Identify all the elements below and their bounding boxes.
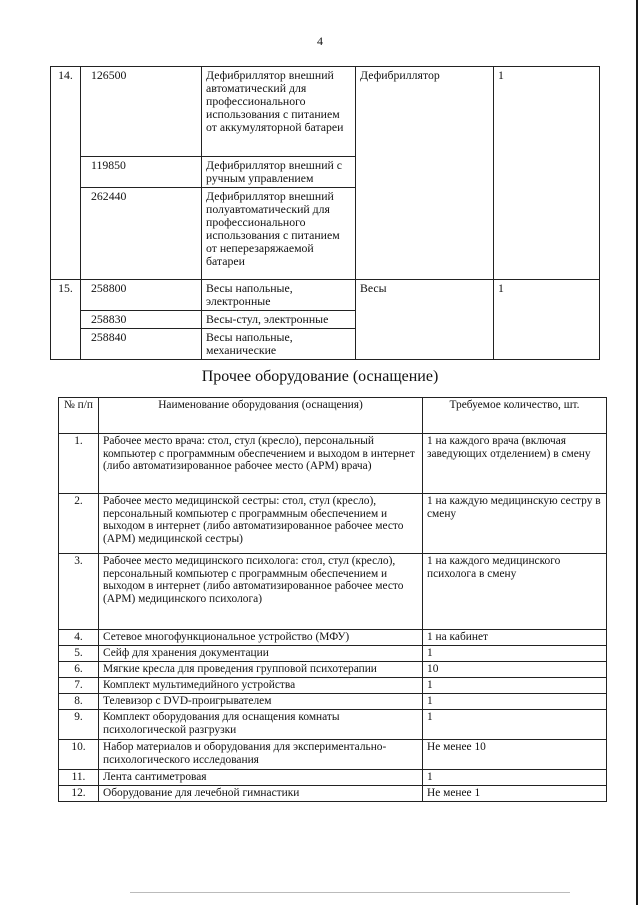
row-number: 15. [51,280,81,360]
equipment-qty: 1 на каждую медицинскую сестру в смену [423,494,607,554]
equipment-name: Мягкие кресла для проведения групповой психотерапии [99,662,423,678]
equipment-qty: 1 [423,694,607,710]
page-number: 4 [317,34,323,48]
row-number: 9. [59,710,99,740]
table-row [59,694,607,710]
equipment-qty: 1 на каждого медицинского психолога в смену [423,554,607,630]
table-row [59,710,607,740]
equipment-qty: 1 [423,646,607,662]
equipment-qty: 1 [423,678,607,694]
device-code: 258800 [81,280,202,311]
row-number: 11. [59,770,99,786]
equipment-name: Оборудование для лечебной гимнастики [99,786,423,802]
device-code: 262440 [81,188,202,280]
row-number: 1. [59,434,99,494]
header-name: Наименование оборудования (оснащения) [99,398,423,434]
row-number: 5. [59,646,99,662]
section-title: Прочее оборудование (оснащение) [201,368,439,385]
device-name: Весы напольные, электронные [202,280,356,311]
row-number: 6. [59,662,99,678]
equipment-name: Лента сантиметровая [99,770,423,786]
row-number: 7. [59,678,99,694]
row-number: 10. [59,740,99,770]
equipment-qty: Не менее 10 [423,740,607,770]
equipment-name: Рабочее место медицинской сестры: стол, стул (кресло), персональный компьютер с программным обеспечением и выходом в интернет (либо автоматизированное рабочее место (АРМ) медицинской сестры) [99,494,423,554]
row-number: 14. [51,67,81,280]
table-row [59,662,607,678]
table-row [59,646,607,662]
device-name: Дефибриллятор внешний с ручным управлением [202,157,356,188]
row-number: 3. [59,554,99,630]
table-row [59,554,607,630]
equipment-qty: Не менее 1 [423,786,607,802]
equipment-name: Рабочее место врача: стол, стул (кресло), персональный компьютер с программным обеспечением и выходом в интернет (либо автоматизированное рабочее место (АРМ) врача) [99,434,423,494]
device-code: 119850 [81,157,202,188]
device-name: Весы-стул, электронные [202,311,356,329]
device-name: Весы напольные, механические [202,329,356,360]
equipment-name: Сетевое многофункциональное устройство (МФУ) [99,630,423,646]
scan-edge-line [130,892,570,893]
equipment-name: Рабочее место медицинского психолога: стол, стул (кресло), персональный компьютер с программным обеспечением и выходом в интернет (либо автоматизированное рабочее место (АРМ) медицинского психолога) [99,554,423,630]
device-qty: 1 [494,280,600,360]
equipment-name: Комплект оборудования для оснащения комнаты психологической разгрузки [99,710,423,740]
table-row [59,770,607,786]
table-row [51,67,600,157]
header-qty: Требуемое количество, шт. [423,398,607,434]
equipment-name: Набор материалов и оборудования для экспериментально-психологического исследования [99,740,423,770]
device-type: Дефибриллятор [356,67,494,280]
device-code: 126500 [81,67,202,157]
device-code: 258840 [81,329,202,360]
page-edge-line [636,0,638,905]
table-header-row [59,398,607,434]
equipment-qty: 1 на каждого врача (включая заведующих отделением) в смену [423,434,607,494]
header-num: № п/п [59,398,99,434]
equipment-qty: 1 на кабинет [423,630,607,646]
device-name: Дефибриллятор внешний автоматический для профессионального использования с питанием от аккумуляторной батареи [202,67,356,157]
equipment-qty: 1 [423,770,607,786]
other-equipment-table [58,397,607,802]
equipment-name: Сейф для хранения документации [99,646,423,662]
equipment-name: Комплект мультимедийного устройства [99,678,423,694]
device-type: Весы [356,280,494,360]
device-name: Дефибриллятор внешний полуавтоматический для профессионального использования с питанием от неперезаряжаемой батареи [202,188,356,280]
equipment-qty: 1 [423,710,607,740]
medical-devices-table [50,66,600,360]
device-code: 258830 [81,311,202,329]
row-number: 12. [59,786,99,802]
table-row [59,786,607,802]
table-row [59,494,607,554]
table-row [59,630,607,646]
table-row [59,740,607,770]
table-row [59,678,607,694]
device-qty: 1 [494,67,600,280]
table-row [59,434,607,494]
row-number: 8. [59,694,99,710]
row-number: 2. [59,494,99,554]
table-row [51,280,600,311]
equipment-name: Телевизор с DVD-проигрывателем [99,694,423,710]
row-number: 4. [59,630,99,646]
equipment-qty: 10 [423,662,607,678]
